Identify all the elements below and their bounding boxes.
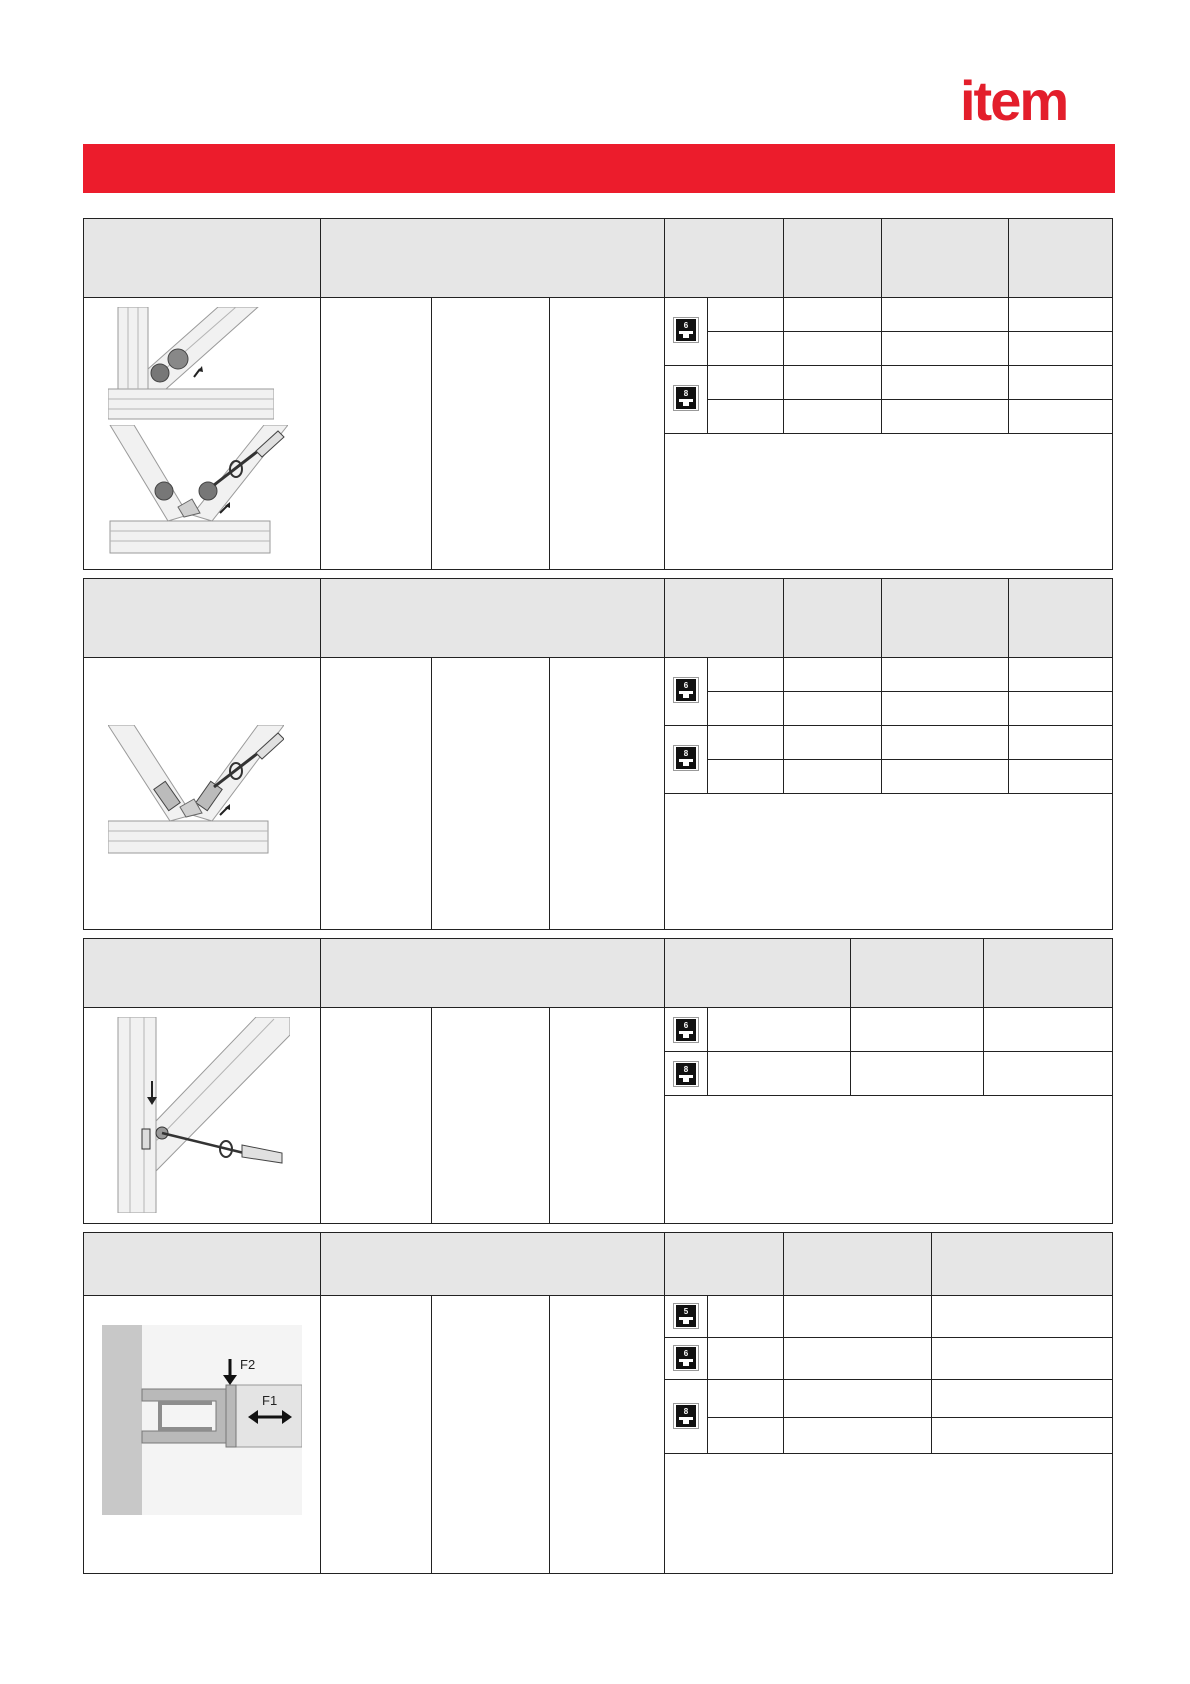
slot-size-6-icon xyxy=(673,1017,699,1043)
svg-text:8: 8 xyxy=(683,749,689,758)
clamp-forces-illustration xyxy=(102,1325,302,1515)
diagonal-fastening-illustration-bottom xyxy=(108,425,288,557)
slot-size-6-icon xyxy=(673,677,699,703)
block-header xyxy=(84,939,1112,1008)
slot-size-8-icon xyxy=(673,745,699,771)
item-logo xyxy=(960,69,1115,132)
product-block-3 xyxy=(83,938,1113,1224)
svg-text:6: 6 xyxy=(683,1349,689,1358)
title-band xyxy=(83,144,1115,193)
slot-size-6-icon xyxy=(673,1345,699,1371)
block-header xyxy=(84,219,1112,298)
svg-text:6: 6 xyxy=(683,681,689,690)
block-header xyxy=(84,579,1112,658)
slot-size-8-icon xyxy=(673,1403,699,1429)
svg-text:F2: F2 xyxy=(240,1357,256,1372)
block-header xyxy=(84,1233,1112,1296)
slot-size-5-icon xyxy=(673,1303,699,1329)
svg-text:F1: F1 xyxy=(262,1393,278,1408)
svg-text:8: 8 xyxy=(683,1407,689,1416)
diagonal-fastening-illustration-top xyxy=(108,307,274,425)
logo-text: item xyxy=(960,69,1068,132)
product-block-4 xyxy=(83,1232,1113,1574)
v-brace-fastening-illustration xyxy=(108,725,284,855)
header-divider xyxy=(783,219,784,297)
product-block-2 xyxy=(83,578,1113,930)
svg-text:6: 6 xyxy=(683,1021,689,1030)
svg-text:8: 8 xyxy=(683,389,689,398)
slot-size-8-icon xyxy=(673,1061,699,1087)
svg-text:5: 5 xyxy=(683,1307,689,1316)
slot-size-8-icon xyxy=(673,385,699,411)
slot-size-6-icon xyxy=(673,317,699,343)
diagonal-to-vertical-illustration xyxy=(114,1017,290,1213)
product-block-1 xyxy=(83,218,1113,570)
svg-text:6: 6 xyxy=(683,321,689,330)
svg-text:8: 8 xyxy=(683,1065,689,1074)
